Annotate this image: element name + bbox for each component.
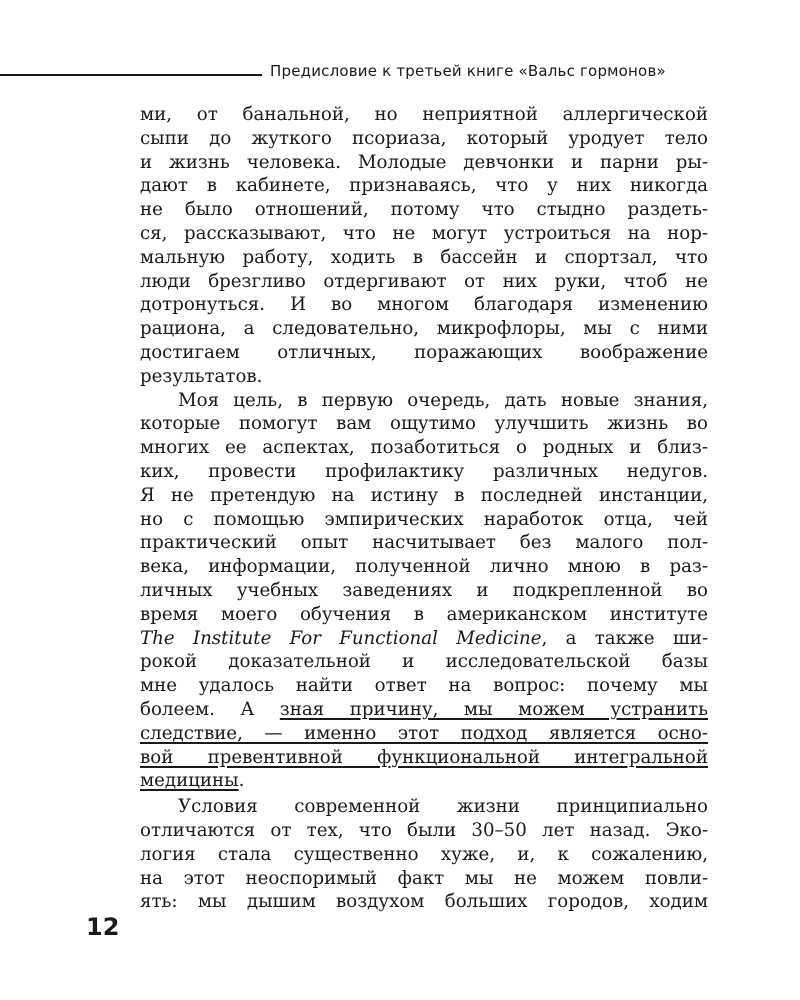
text-line (140, 627, 708, 651)
text-line: мне удалось найти ответ на вопрос: почему мы (140, 675, 708, 697)
text-line: века, информации, полученной лично мною в раз- (140, 556, 708, 578)
text-line: Условия современной жизни принципиально (178, 796, 708, 818)
underlined-line: следствие, — именно этот подход является осно- (140, 722, 708, 744)
text-line: но с помощью эмпирических наработок отца, чей (140, 508, 708, 530)
underlined-text: медицины (140, 770, 239, 792)
text-line: ких, провести профилактику различных недугов. (140, 460, 708, 482)
underlined-line: вой превентивной функциональной интегральной (140, 746, 708, 768)
text-fragment: , а также ши- (541, 627, 708, 649)
running-head: Предисловие к третьей книге «Вальс гормонов» (270, 62, 666, 80)
text-line: практический опыт насчитывает без малого пол- (140, 532, 708, 554)
header-rule (0, 74, 262, 76)
text-line: многих ее аспектах, позаботиться о родных и близ- (140, 437, 708, 459)
text-line: ми, от банальной, но неприятной аллергической (140, 104, 708, 125)
text-line (140, 698, 708, 722)
text-fragment: . (238, 770, 245, 792)
institute-name: The Institute For Functional Medicine (140, 627, 542, 649)
underlined-text: зная причину, мы можем устранить (279, 698, 709, 720)
text-line: рациона, а следовательно, микрофлоры, мы с ними (140, 318, 708, 340)
body-text (140, 103, 708, 914)
text-line: дают в кабинете, признаваясь, что у них никогда (140, 175, 708, 197)
text-line: не было отношений, потому что стыдно раздеть- (140, 199, 708, 221)
text-line (140, 769, 708, 793)
text-line: логия стала существенно хуже, и, к сожалению, (140, 843, 708, 865)
text-line: и жизнь человека. Молодые девчонки и парни ры- (140, 151, 708, 173)
text-line: достигаем отличных, поражающих воображение (140, 341, 708, 363)
text-line: люди брезгливо отдергивают от них руки, чтоб не (140, 270, 708, 292)
text-line: рокой доказательной и исследовательской базы (140, 651, 708, 673)
text-line: ся, рассказывают, что не могут устроиться на нор- (140, 222, 708, 244)
text-line: ять: мы дышим воздухом больших городов, ходим (140, 891, 708, 913)
text-line: которые помогут вам ощутимо улучшить жизнь во (140, 413, 708, 435)
text-line: отличаются от тех, что были 30–50 лет назад. Эко- (140, 819, 708, 841)
text-line: результатов. (140, 365, 263, 387)
text-line: мальную работу, ходить в бассейн и спортзал, что (140, 246, 708, 268)
text-line: на этот неоспоримый факт мы не можем повли- (140, 867, 708, 889)
text-line: Я не претендую на истину в последней инстанции, (140, 484, 708, 506)
text-line: дотронуться. И во многом благодаря изменению (140, 294, 708, 316)
text-line: сыпи до жуткого псориаза, который уродует тело (140, 127, 708, 149)
text-line: время моего обучения в американском институте (140, 603, 708, 625)
text-line: Моя цель, в первую очередь, дать новые знания, (178, 389, 708, 411)
page-number: 12 (86, 913, 120, 941)
text-fragment: болеем. А (140, 698, 280, 720)
text-line: личных учебных заведениях и подкрепленной во (140, 579, 708, 601)
